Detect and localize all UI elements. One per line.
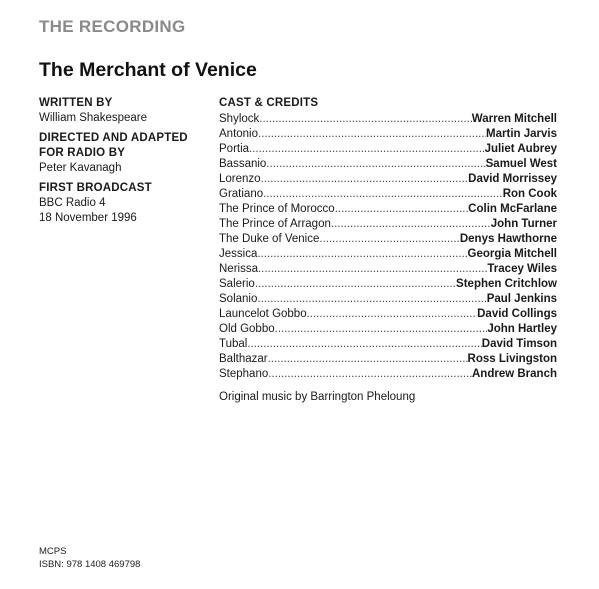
cast-actor: Samuel West — [485, 158, 557, 170]
cast-row — [219, 202, 557, 217]
cast-actor: Tracey Wiles — [487, 263, 557, 275]
cast-row — [219, 352, 557, 367]
cast-actor: Andrew Branch — [472, 368, 557, 380]
cast-actor: John Turner — [490, 218, 557, 230]
cast-role: Portia — [219, 143, 250, 155]
page-title: The Merchant of Venice — [39, 59, 257, 81]
cast-actor: David Timson — [481, 338, 557, 350]
cast-role: The Duke of Venice — [219, 233, 320, 245]
cast-role: Solanio — [219, 293, 258, 305]
dot-leader — [261, 172, 469, 187]
dot-leader — [255, 277, 456, 292]
cast-row — [219, 127, 557, 142]
cast-role: The Prince of Morocco — [219, 203, 335, 215]
cast-role: Bassanio — [219, 158, 267, 170]
cast-role: Jessica — [219, 248, 258, 260]
cast-role: The Prince of Arragon — [219, 218, 331, 230]
cast-role: Balthazar — [219, 353, 268, 365]
directed-label-line-1: DIRECTED AND ADAPTED — [39, 132, 188, 144]
cast-row — [219, 142, 557, 157]
cast-row — [219, 322, 557, 337]
cast-actor: Ron Cook — [502, 188, 557, 200]
written-by-label: WRITTEN BY — [39, 97, 113, 109]
cast-row — [219, 247, 557, 262]
cast-role: Antonio — [219, 128, 259, 140]
cast-actor: John Hartley — [487, 323, 557, 335]
first-broadcast-label: FIRST BROADCAST — [39, 182, 152, 194]
cast-actor: Stephen Critchlow — [456, 278, 557, 290]
cast-role: Gratiano — [219, 188, 264, 200]
cast-row — [219, 262, 557, 277]
broadcast-station: BBC Radio 4 — [39, 197, 106, 209]
cast-actor: Juliet Aubrey — [484, 143, 557, 155]
cast-row — [219, 292, 557, 307]
cast-row — [219, 112, 557, 127]
dot-leader — [275, 322, 488, 337]
cast-role: Salerio — [219, 278, 255, 290]
cast-actor: Ross Livingston — [467, 353, 557, 365]
dot-leader — [257, 247, 467, 262]
written-by-value: William Shakespeare — [39, 112, 148, 124]
cast-row — [219, 187, 557, 202]
cast-actor: David Morrissey — [468, 173, 557, 185]
mcps-label: MCPS — [39, 546, 67, 557]
cast-actor: David Collings — [477, 308, 557, 320]
cast-actor: Georgia Mitchell — [467, 248, 557, 260]
dot-leader — [307, 307, 478, 322]
cast-role: Nerissa — [219, 263, 258, 275]
cast-role: Lorenzo — [219, 173, 261, 185]
broadcast-date: 18 November 1996 — [39, 212, 137, 224]
cast-actor: Denys Hawthorne — [459, 233, 557, 245]
dot-leader — [319, 232, 459, 247]
isbn: ISBN: 978 1408 469798 — [39, 559, 141, 570]
cast-credits — [219, 96, 557, 405]
cast-role: Stephano — [219, 368, 269, 380]
cast-row — [219, 172, 557, 187]
dot-leader — [331, 217, 491, 232]
footer — [39, 545, 140, 571]
cast-row — [219, 232, 557, 247]
cast-role: Tubal — [219, 338, 248, 350]
cast-actor: Martin Jarvis — [486, 128, 557, 140]
cast-list — [219, 112, 557, 382]
section-label: THE RECORDING — [39, 17, 186, 36]
dot-leader — [249, 142, 485, 157]
cast-role: Old Gobbo — [219, 323, 275, 335]
dot-leader — [258, 262, 487, 277]
cast-row — [219, 277, 557, 292]
dot-leader — [247, 337, 481, 352]
dot-leader — [259, 112, 472, 127]
dot-leader — [258, 127, 486, 142]
cast-row — [219, 307, 557, 322]
dot-leader — [335, 202, 468, 217]
production-info — [39, 96, 209, 226]
cast-row — [219, 217, 557, 232]
directed-label-line-2: FOR RADIO BY — [39, 147, 126, 159]
cast-row — [219, 337, 557, 352]
dot-leader — [266, 157, 485, 172]
cast-role: Launcelot Gobbo — [219, 308, 307, 320]
cast-actor: Paul Jenkins — [486, 293, 557, 305]
directed-by-value: Peter Kavanagh — [39, 162, 122, 174]
cast-role: Shylock — [219, 113, 260, 125]
cast-row — [219, 367, 557, 382]
cast-row — [219, 157, 557, 172]
cast-actor: Colin McFarlane — [468, 203, 557, 215]
dot-leader — [268, 352, 468, 367]
music-credit: Original music by Barrington Pheloung — [219, 391, 416, 403]
dot-leader — [268, 367, 472, 382]
cast-actor: Warren Mitchell — [471, 113, 557, 125]
dot-leader — [257, 292, 486, 307]
dot-leader — [263, 187, 503, 202]
cast-heading: CAST & CREDITS — [219, 97, 319, 109]
